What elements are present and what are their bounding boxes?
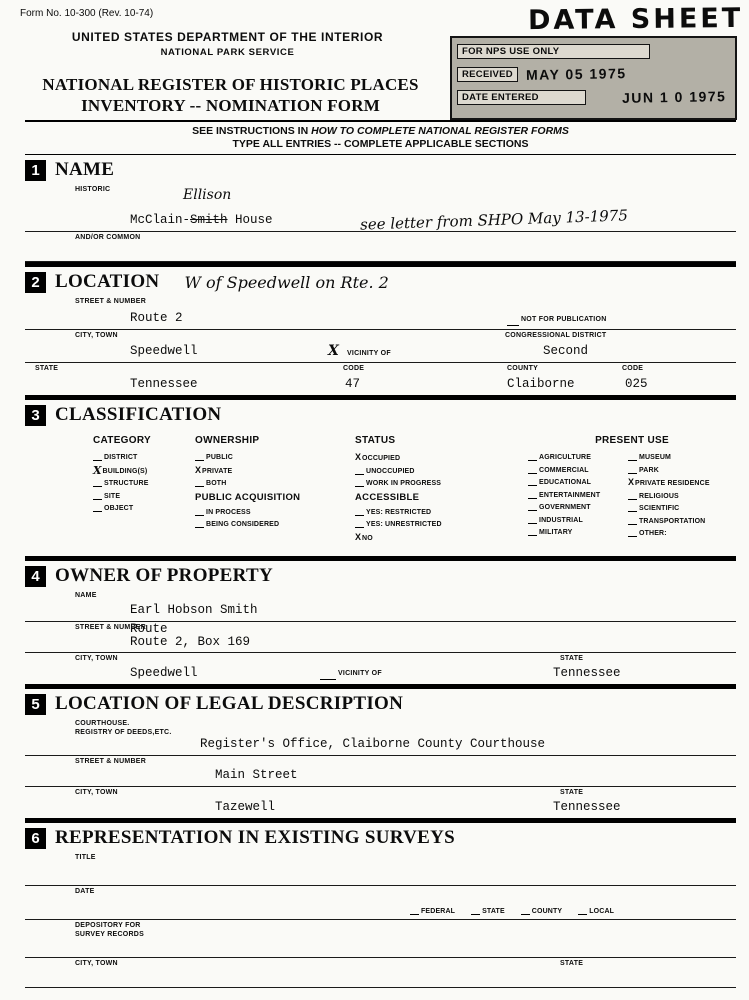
vicinity-option: VICINITY OF [320, 662, 382, 680]
present-use-column [528, 435, 736, 546]
checkbox-no [355, 533, 528, 542]
blank-mark [528, 466, 537, 474]
checkbox-label: PUBLIC [206, 454, 233, 461]
struck-text: Smith [190, 213, 228, 227]
blank-mark [628, 453, 637, 461]
county-value: Claiborne [507, 377, 575, 391]
checkbox-structure [93, 479, 195, 487]
blank-mark [528, 491, 537, 499]
street-label: STREET & NUMBER [75, 624, 147, 631]
survey-level-options [410, 907, 614, 915]
checkbox-military [528, 528, 628, 536]
section-number: 2 [25, 272, 46, 293]
blank-mark [93, 453, 102, 461]
section-6-header [25, 823, 736, 852]
section-4-header [25, 561, 736, 590]
section-title: CLASSIFICATION [55, 404, 222, 425]
vicinity-check-mark: X [328, 343, 339, 359]
department-name: UNITED STATES DEPARTMENT OF THE INTERIOR [71, 30, 384, 44]
checkbox-in-process [195, 508, 355, 516]
blank-mark [93, 479, 102, 487]
checkbox-label: EDUCATIONAL [539, 479, 592, 486]
column-header: OWNERSHIP [195, 435, 260, 446]
agency-block [20, 30, 435, 58]
present-use-left [528, 453, 628, 542]
code-label: CODE [343, 365, 365, 372]
date-entered-label: DATE ENTERED [457, 90, 586, 105]
checkbox-label: UNOCCUPIED [366, 467, 415, 475]
checkbox-educational [528, 478, 628, 486]
checkbox-label: OTHER: [639, 530, 667, 537]
street-row [25, 296, 736, 330]
checkbox-government [528, 503, 628, 511]
received-date-stamp: MAY 05 1975 [525, 65, 627, 83]
checkbox-label: YES: UNRESTRICTED [366, 521, 442, 528]
owner-street-row [25, 622, 736, 653]
depository-row [25, 920, 736, 958]
owner-street-value: Route 2, Box 169 [130, 635, 251, 649]
city-label: CITY, TOWN [75, 655, 118, 662]
checkbox-label: TRANSPORTATION [639, 517, 706, 525]
street-value: Route 2 [130, 311, 183, 325]
blank-mark [528, 478, 537, 486]
checkbox-label: BOTH [206, 480, 227, 487]
data-sheet-stamp: DATA SHEET [527, 2, 744, 37]
section-number: 4 [25, 566, 46, 587]
section-surveys [25, 823, 736, 988]
checkbox-label: PARK [639, 466, 659, 474]
blank-mark [578, 907, 587, 915]
blank-mark [93, 492, 102, 500]
blank-mark [195, 479, 204, 487]
checkbox-label: OBJECT [104, 505, 134, 512]
checkbox-label: RELIGIOUS [639, 492, 679, 500]
city-value: Speedwell [130, 344, 198, 358]
blank-mark [355, 508, 364, 516]
historic-label: HISTORIC [75, 186, 111, 193]
registry-label: REGISTRY OF DEEDS,ETC. [75, 729, 172, 736]
section-title: LOCATION OF LEGAL DESCRIPTION [55, 693, 404, 714]
checkbox-label: GOVERNMENT [539, 504, 591, 511]
blank-mark [355, 479, 364, 487]
checkbox-park [628, 466, 736, 474]
checkbox-label: MILITARY [539, 529, 573, 536]
nps-box-title: FOR NPS USE ONLY [457, 44, 650, 59]
blank-mark [528, 503, 537, 511]
owner-city-value: Speedwell [130, 666, 198, 680]
column-header: CATEGORY [93, 435, 151, 446]
state-label: STATE [560, 960, 584, 967]
legal-city-value: Tazewell [215, 800, 276, 814]
group-subheader: ACCESSIBLE [355, 491, 420, 503]
received-label: RECEIVED [457, 67, 518, 82]
checkbox-label: INDUSTRIAL [539, 516, 583, 524]
checkbox-transportation [628, 517, 736, 525]
courthouse-value: Register's Office, Claiborne County Courthouse [200, 737, 546, 751]
checkbox-label: YES: RESTRICTED [366, 508, 432, 516]
checkbox-both [195, 479, 355, 487]
checked-mark: X [355, 452, 362, 462]
blank-mark [355, 520, 364, 528]
checkbox-label: ENTERTAINMENT [539, 491, 601, 499]
street-label: STREET & NUMBER [75, 298, 147, 305]
checkbox-label: SCIENTIFIC [639, 505, 680, 512]
street-label: STREET & NUMBER [75, 758, 147, 765]
ownership-column [195, 435, 355, 546]
checkbox-district [93, 453, 195, 461]
checkbox-private-residence [628, 478, 736, 487]
blank-mark [195, 453, 204, 461]
checkbox-public [195, 453, 355, 461]
checkbox-work-in-progress [355, 479, 528, 487]
checkbox-label: AGRICULTURE [539, 454, 592, 461]
section-5-header [25, 689, 736, 718]
classification-grid [25, 429, 736, 556]
state-code-value: 47 [345, 377, 361, 391]
checkbox-occupied [355, 453, 528, 462]
form-title [18, 74, 443, 116]
category-options [93, 453, 195, 512]
instructions [25, 120, 736, 155]
park-service-name: NATIONAL PARK SERVICE [160, 47, 295, 58]
section-number: 5 [25, 694, 46, 715]
checkbox-label: PRIVATE [202, 467, 233, 475]
present-use-right [628, 453, 736, 542]
owner-name-label: NAME [75, 592, 97, 599]
checkbox-religious [628, 492, 736, 500]
section-3-header [25, 400, 736, 429]
survey-date-label: DATE [75, 888, 95, 895]
section-classification [25, 400, 736, 556]
checkbox-being-considered [195, 520, 355, 528]
checkbox-federal [410, 907, 455, 915]
date-entered-row [457, 89, 730, 105]
checkbox-building-s [93, 463, 195, 477]
checkbox-entertainment [528, 491, 628, 499]
blank-mark [528, 516, 537, 524]
survey-title-label: TITLE [75, 854, 96, 861]
blank-mark [521, 907, 530, 915]
city-label: CITY, TOWN [75, 332, 118, 339]
checked-mark: X [195, 464, 202, 475]
legal-city-row [25, 787, 736, 818]
checked-mark: X [355, 531, 362, 542]
blank-mark [507, 318, 519, 326]
group-subheader: PUBLIC ACQUISITION [195, 491, 301, 503]
checkbox-label: STRUCTURE [104, 480, 149, 487]
not-for-publication: NOT FOR PUBLICATION [507, 308, 607, 326]
state-label: STATE [560, 655, 584, 662]
page-header [0, 0, 749, 120]
checkbox-label: MUSEUM [639, 454, 672, 461]
checkbox-label: BUILDING(S) [102, 467, 148, 475]
form-title-line1: NATIONAL REGISTER OF HISTORIC PLACES [42, 75, 419, 94]
section-title: OWNER OF PROPERTY [55, 565, 274, 586]
status-options [355, 453, 528, 542]
courthouse-row [25, 718, 736, 756]
legal-street-row [25, 756, 736, 787]
instructions-line2: TYPE ALL ENTRIES -- COMPLETE APPLICABLE SECTIONS [232, 137, 529, 150]
county-code-value: 025 [625, 377, 648, 391]
historic-name-value: McClain-Smith House [130, 213, 273, 227]
section-2-header [25, 267, 736, 296]
checkbox-label: COMMERCIAL [539, 466, 589, 474]
checkbox-label: DISTRICT [104, 454, 138, 461]
section-location [25, 267, 736, 395]
state-county-row [25, 363, 736, 395]
checkbox-other [628, 529, 736, 537]
section-name [25, 155, 736, 262]
section-title: LOCATION [55, 271, 160, 292]
vicinity-label: VICINITY OF [347, 350, 391, 357]
checkbox-label: LOCAL [589, 908, 615, 915]
section-1-header [25, 155, 736, 184]
present-use-options [528, 453, 736, 542]
checkbox-label: PRIVATE RESIDENCE [635, 480, 710, 487]
checked-mark: X [628, 477, 635, 487]
handwritten-ellison: Ellison [183, 187, 232, 203]
checkbox-commercial [528, 466, 628, 474]
nps-use-only-box [450, 36, 737, 120]
blank-mark [195, 520, 204, 528]
street-overlap-text: Route [130, 622, 168, 636]
section-number: 3 [25, 405, 46, 426]
blank-mark [410, 907, 419, 915]
checkbox-label: STATE [482, 908, 505, 915]
county-label: COUNTY [507, 365, 539, 372]
survey-city-row [25, 958, 736, 988]
ownership-options [195, 453, 355, 528]
checkbox-private [195, 466, 355, 475]
blank-mark [628, 517, 637, 525]
shpo-margin-note: see letter from SHPO May 13-1975 [359, 206, 629, 234]
section-legal-description [25, 689, 736, 818]
owner-name-value: Earl Hobson Smith [130, 603, 258, 617]
courthouse-label: COURTHOUSE. [75, 720, 130, 727]
state-value: Tennessee [130, 377, 198, 391]
checkbox-label: SITE [104, 492, 121, 500]
status-column [355, 435, 528, 546]
checkbox-label: OCCUPIED [362, 455, 401, 462]
column-header: PRESENT USE [595, 435, 669, 446]
checkbox-museum [628, 453, 736, 461]
handwritten-location-note: W of Speedwell on Rte. 2 [184, 272, 389, 292]
blank-mark [628, 466, 637, 474]
checkbox-yes-restricted [355, 508, 528, 516]
city-label: CITY, TOWN [75, 789, 118, 796]
column-header: STATUS [355, 435, 396, 446]
common-name-row [25, 232, 736, 262]
state-label: STATE [35, 365, 59, 372]
historic-name-row [25, 184, 736, 232]
legal-street-value: Main Street [215, 768, 298, 782]
checkbox-label: NO [362, 534, 373, 542]
section-title: NAME [55, 159, 115, 180]
legal-state-value: Tennessee [553, 800, 621, 814]
owner-city-row [25, 653, 736, 684]
blank-mark [628, 529, 637, 537]
congressional-district-label: CONGRESSIONAL DISTRICT [505, 332, 607, 339]
state-label: STATE [560, 789, 584, 796]
checkbox-scientific [628, 504, 736, 512]
blank-mark [471, 907, 480, 915]
checkbox-industrial [528, 516, 628, 524]
survey-date-row [25, 886, 736, 920]
blank-mark [528, 453, 537, 461]
code-label: CODE [622, 365, 644, 372]
blank-mark [628, 504, 637, 512]
city-label: CITY, TOWN [75, 960, 118, 967]
checkbox-label: COUNTY [531, 908, 563, 915]
survey-title-row [25, 852, 736, 886]
checkbox-county [521, 907, 562, 915]
checkbox-agriculture [528, 453, 628, 461]
checkbox-local [578, 907, 614, 915]
blank-mark [195, 508, 204, 516]
blank-mark [93, 504, 102, 512]
checkbox-state [471, 907, 505, 915]
blank-mark [528, 528, 537, 536]
owner-state-value: Tennessee [553, 666, 621, 680]
blank-mark [320, 672, 336, 680]
checkbox-label: BEING CONSIDERED [206, 521, 280, 528]
blank-mark [628, 492, 637, 500]
common-name-label: AND/OR COMMON [75, 234, 141, 241]
congressional-district-value: Second [543, 344, 589, 358]
checkbox-site [93, 492, 195, 500]
checkbox-label: FEDERAL [421, 908, 456, 915]
form-title-line2: INVENTORY -- NOMINATION FORM [81, 96, 380, 115]
checkbox-label: WORK IN PROGRESS [366, 480, 442, 487]
section-owner [25, 561, 736, 684]
form-number: Form No. 10-300 (Rev. 10-74) [20, 8, 154, 19]
section-number: 1 [25, 160, 46, 181]
received-row [457, 66, 730, 82]
checked-mark: X [93, 463, 102, 477]
instructions-line1: SEE INSTRUCTIONS IN HOW TO COMPLETE NATIONAL REGISTER FORMS [192, 125, 569, 137]
owner-name-row [25, 590, 736, 622]
checkbox-yes-unrestricted [355, 520, 528, 528]
form-body [25, 120, 736, 988]
city-row [25, 330, 736, 363]
checkbox-label: IN PROCESS [206, 508, 251, 516]
section-title: REPRESENTATION IN EXISTING SURVEYS [55, 827, 456, 848]
checkbox-unoccupied [355, 467, 528, 475]
depository-label: DEPOSITORY FOR [75, 922, 141, 929]
survey-records-label: SURVEY RECORDS [75, 931, 144, 938]
checkbox-object [93, 504, 195, 512]
date-entered-stamp: JUN 1 0 1975 [621, 88, 727, 106]
blank-mark [355, 467, 364, 475]
category-column [93, 435, 195, 546]
section-number: 6 [25, 828, 46, 849]
